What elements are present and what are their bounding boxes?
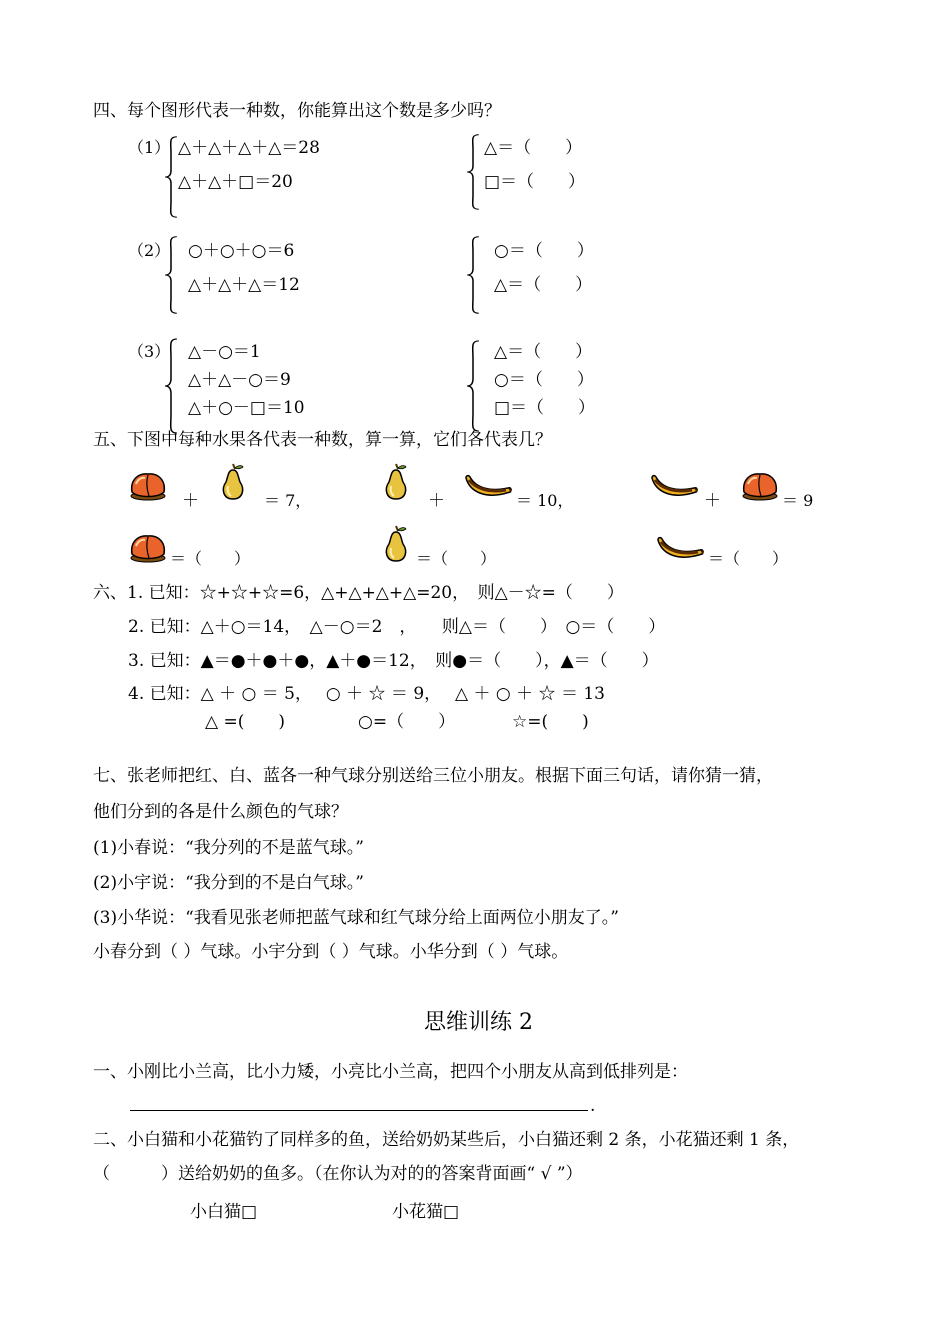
q4-g1-answer2: □＝（ ） — [484, 172, 586, 192]
q4-g3-eq2: △＋△－○＝9 — [188, 370, 291, 390]
q7-line5: (3)小华说：“我看见张老师把蓝气球和红气球分给上面两位小朋友了。” — [93, 908, 619, 928]
plus-sign: ＋ — [428, 491, 445, 511]
q7-line2: 他们分到的各是什么颜色的气球？ — [93, 802, 348, 822]
q6-answer-star: ☆=( ) — [512, 712, 589, 732]
left-brace-icon — [466, 340, 480, 432]
plus-sign: ＋ — [182, 491, 199, 511]
q5-answer-banana: ＝（ ） — [708, 549, 789, 568]
q4-g3-answer2: ○＝（ ） — [494, 370, 594, 390]
q7-line6: 小春分到（ ）气球。小宇分到（ ）气球。小华分到（ ）气球。 — [93, 942, 569, 962]
q4-g2-answer2: △＝（ ） — [494, 275, 593, 295]
q7-line1: 七、张老师把红、白、蓝各一种气球分别送给三位小朋友。根据下面三句话，请你猜一猜， — [93, 766, 773, 786]
banana-icon — [656, 536, 706, 564]
q6-line3: 3. 已知：▲＝●＋●＋●，▲＋●＝12， 则●＝（ ），▲＝（ ） — [128, 651, 659, 671]
left-brace-icon — [466, 134, 480, 210]
q6-line2: 2. 已知：△＋○＝14， △－○＝2 ， 则△＝（ ） ○＝（ ） — [128, 617, 666, 637]
s2-q2-line2: （ ）送给奶奶的鱼多。（在你认为对的的答案背面画“ √ ”） — [93, 1164, 583, 1184]
s2-q1-period: . — [590, 1096, 596, 1116]
q4-g2-eq1: ○＋○＋○＝6 — [188, 241, 295, 261]
banana-icon — [650, 474, 700, 502]
section-title: 思维训练 2 — [424, 1010, 533, 1035]
q4-g1-eq1: △＋△＋△＋△＝28 — [178, 138, 320, 158]
q4-g3-eq3: △＋○－□＝10 — [188, 398, 305, 418]
q5-result2: ＝ 10， — [516, 491, 574, 510]
plus-sign: ＋ — [704, 491, 721, 511]
q6-line1: 六、1. 已知：☆+☆+☆=6，△+△+△+△=20， 则△－☆=（ ） — [93, 583, 624, 603]
peach-icon — [128, 470, 168, 502]
left-brace-icon — [164, 236, 178, 314]
q4-g3-eq1: △－○＝1 — [188, 342, 261, 362]
q5-title: 五、下图中每种水果各代表一种数，算一算，它们各代表几？ — [93, 430, 552, 450]
pear-icon — [381, 462, 411, 502]
q5-answer-peach: ＝（ ） — [170, 549, 251, 568]
q6-answer-circle: ○=（ ） — [358, 712, 456, 732]
q4-g1-label: （1） — [128, 138, 171, 157]
option-white-cat[interactable]: 小白猫□ — [190, 1202, 258, 1222]
pear-icon — [218, 462, 248, 502]
q4-g2-eq2: △＋△＋△＝12 — [188, 275, 300, 295]
q6-answer-triangle: △ =( ) — [205, 712, 285, 732]
q4-g2-answer1: ○＝（ ） — [494, 241, 594, 261]
q4-g3-label: （3） — [128, 342, 171, 361]
q4-g1-eq2: △＋△＋□＝20 — [178, 172, 293, 192]
option-flower-cat[interactable]: 小花猫□ — [392, 1202, 460, 1222]
peach-icon — [128, 532, 168, 564]
q4-g3-answer1: △＝（ ） — [494, 342, 593, 362]
q4-g2-label: （2） — [128, 241, 171, 260]
left-brace-icon — [466, 236, 480, 314]
q5-result3: ＝ 9 — [782, 491, 814, 510]
left-brace-icon — [164, 338, 178, 434]
s2-q2-line1: 二、小白猫和小花猫钓了同样多的鱼，送给奶奶某些后，小白猫还剩 2 条，小花猫还剩 1 条， — [93, 1130, 800, 1150]
q7-line4: (2)小宇说：“我分到的不是白气球。” — [93, 873, 364, 893]
pear-icon — [381, 524, 411, 564]
q4-title: 四、每个图形代表一种数，你能算出这个数是多少吗？ — [93, 101, 501, 121]
q6-line4: 4. 已知：△ ＋ ○ ＝ 5， ○ ＋ ☆ ＝ 9， △ ＋ ○ ＋ ☆ ＝ 13 — [128, 684, 605, 704]
q4-g3-answer3: □＝（ ） — [494, 398, 596, 418]
answer-line — [130, 1110, 588, 1111]
s2-q1: 一、小刚比小兰高，比小力矮，小亮比小兰高，把四个小朋友从高到低排列是： — [93, 1062, 688, 1082]
q4-g1-answer1: △＝（ ） — [484, 138, 583, 158]
left-brace-icon — [164, 136, 178, 218]
q5-result1: ＝ 7， — [264, 491, 312, 510]
q5-answer-pear: ＝（ ） — [416, 549, 497, 568]
q7-line3: (1)小春说：“我分列的不是蓝气球。” — [93, 838, 364, 858]
peach-icon — [740, 470, 780, 502]
banana-icon — [464, 474, 514, 502]
